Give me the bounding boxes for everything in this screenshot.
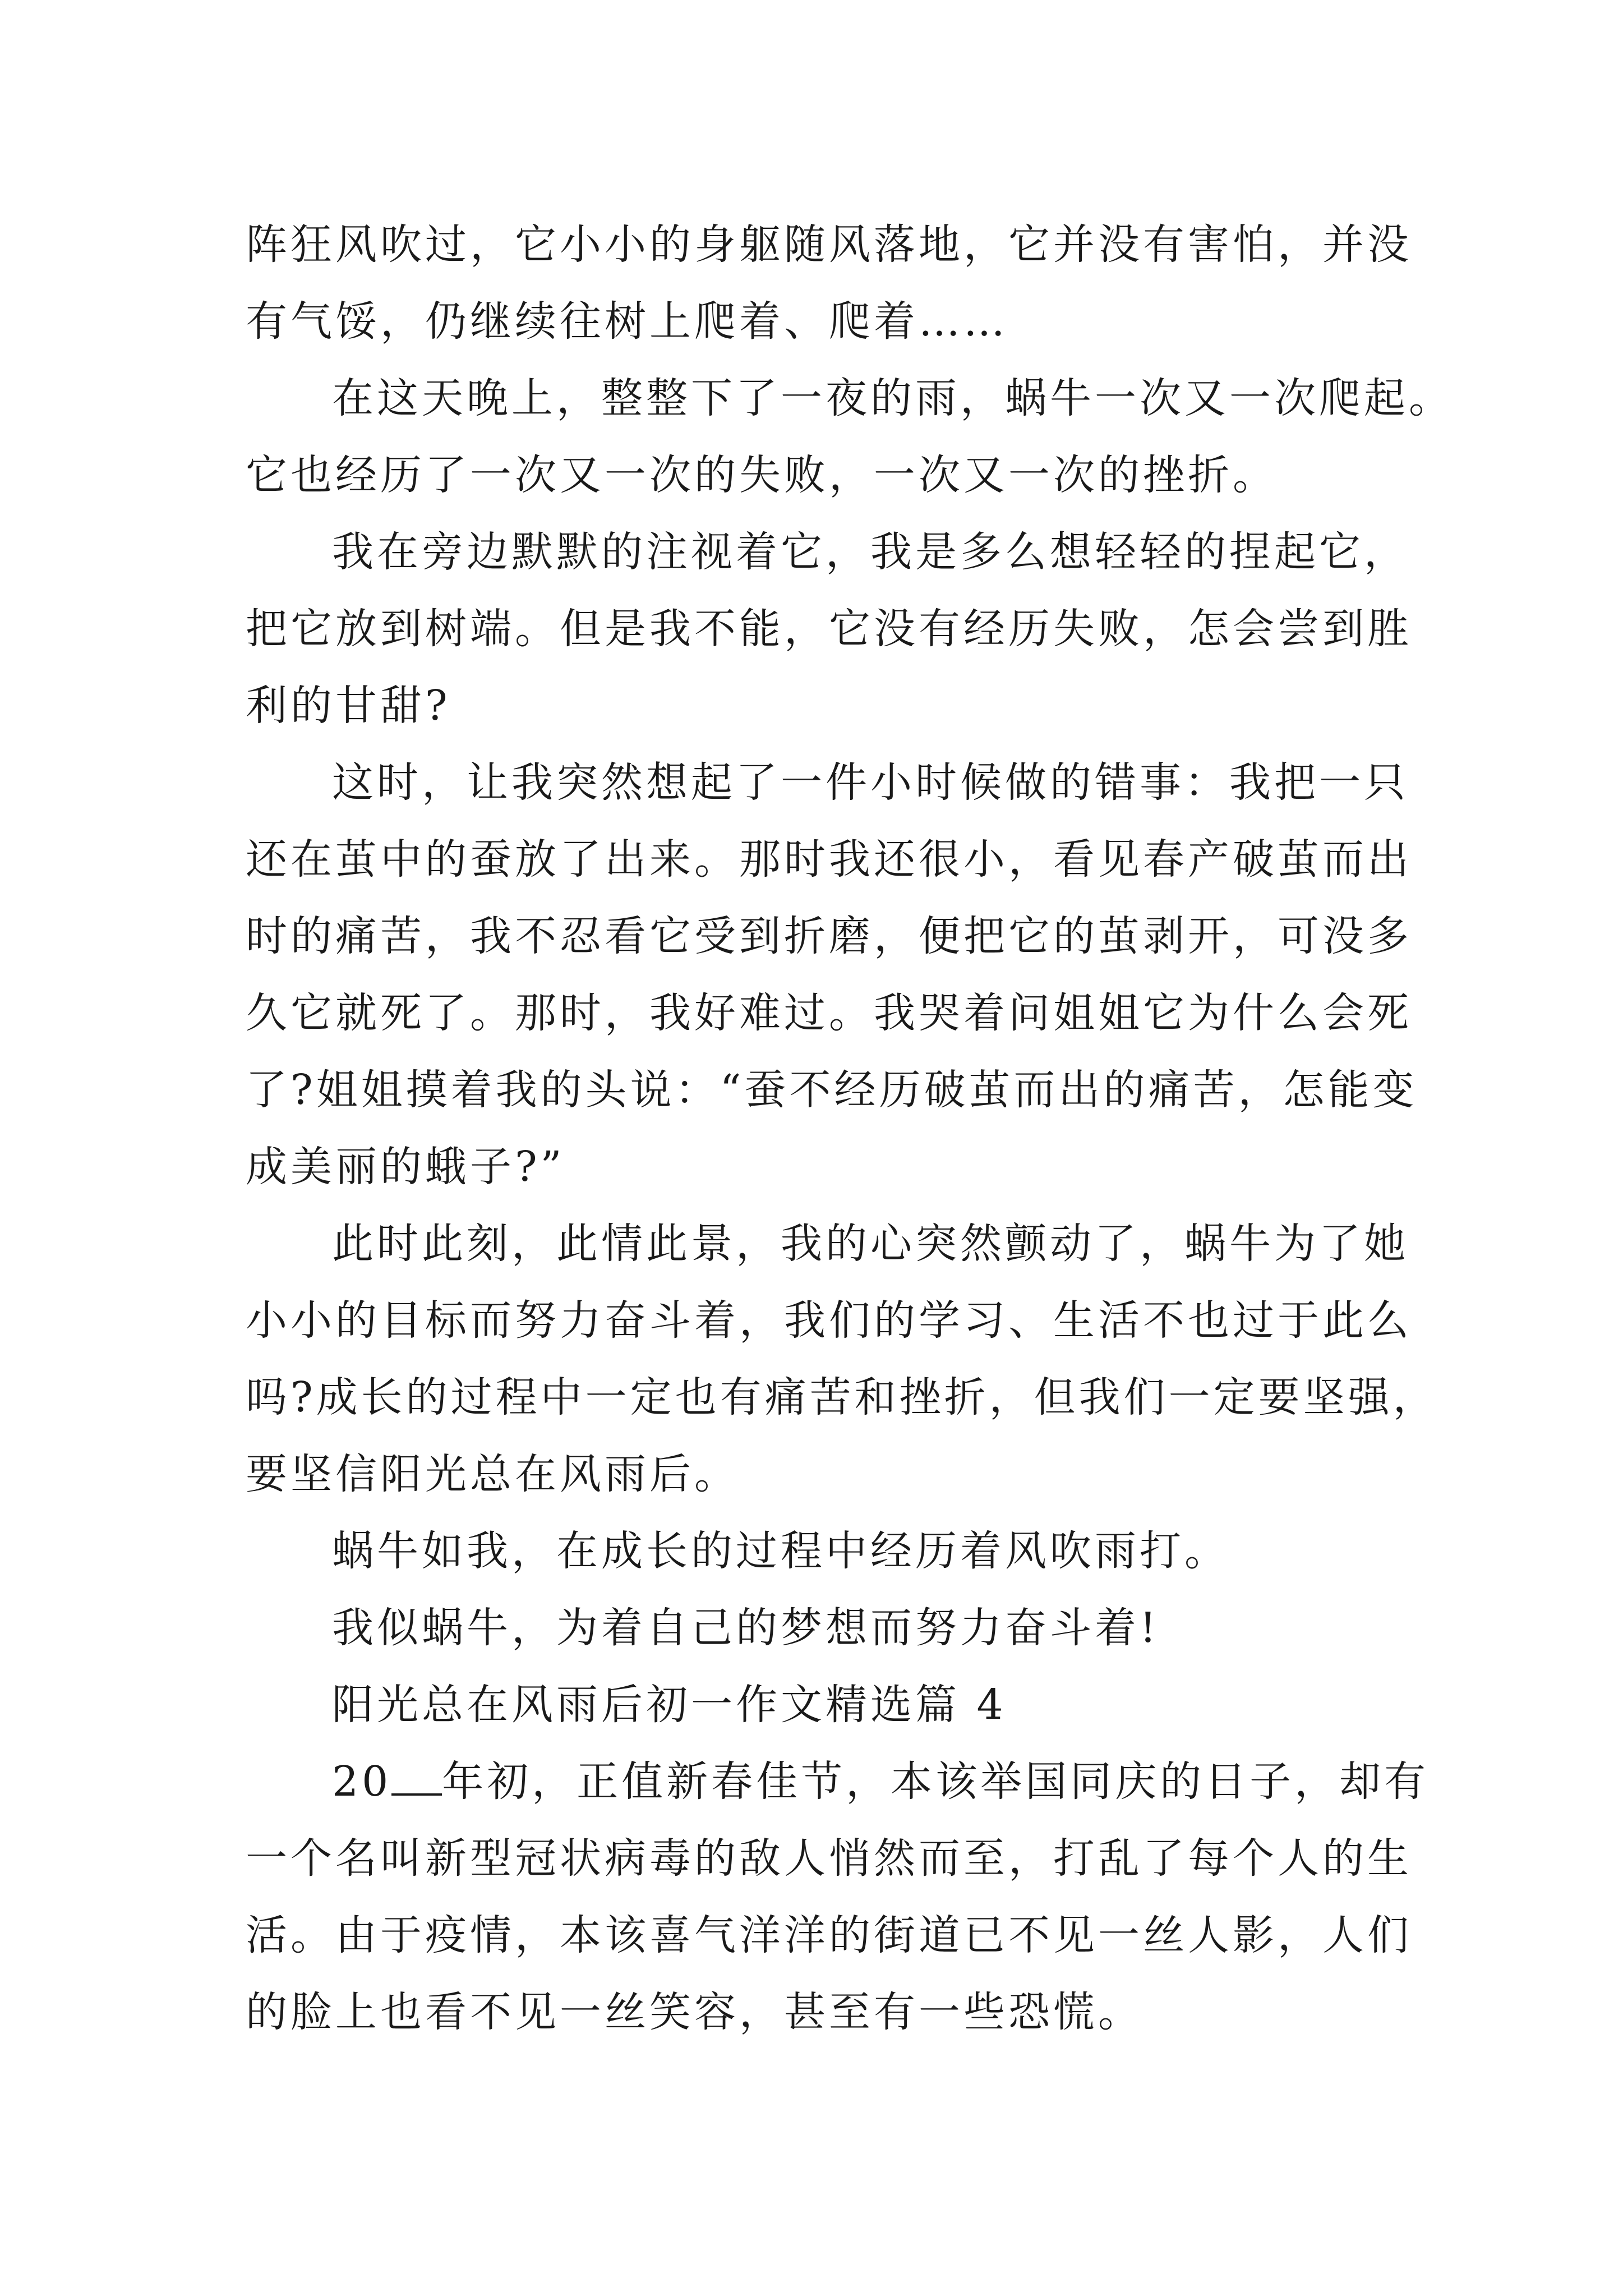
paragraph (246, 744, 1418, 1205)
text-line: 把它放到树端。但是我不能，它没有经历失败，怎会尝到胜 (246, 605, 1412, 653)
essay-body (246, 206, 1454, 2051)
text-line: 阵狂风吹过，它小小的身躯随风落地，它并没有害怕，并没 (246, 220, 1412, 269)
paragraph (246, 1513, 1384, 1590)
text-line: 这时，让我突然想起了一件小时候做的错事：我把一只 (332, 758, 1409, 807)
paragraph (246, 1205, 1438, 1513)
text-line: 有气馁，仍继续往树上爬着、爬着…… (246, 297, 1008, 346)
text-line: 在这天晚上，整整下了一夜的雨，蜗牛一次又一次爬起。 (332, 374, 1454, 422)
text-line: 还在茧中的蚕放了出来。那时我还很小，看见春产破茧而出 (246, 835, 1412, 884)
text-line: 我在旁边默默的注视着它，我是多么想轻轻的捏起它， (332, 528, 1409, 576)
paragraph (246, 1743, 1430, 2051)
paragraph-continuation (246, 206, 1412, 360)
year-prefix: 20 (332, 1757, 392, 1806)
text-line: 时的痛苦，我不忍看它受到折磨，便把它的茧剥开，可没多 (246, 912, 1412, 960)
text-line: 小小的目标而努力奋斗着，我们的学习、生活不也过于此么 (246, 1296, 1412, 1345)
text-line: 的脸上也看不见一丝笑容，甚至有一些恐慌。 (246, 1988, 1143, 2036)
text-line: 利的甘甜? (246, 682, 451, 730)
paragraph (246, 1590, 1384, 1667)
text-line: 成美丽的蛾子?” (246, 1143, 565, 1191)
text-line: 活。由于疫情，本该喜气洋洋的街道已不见一丝人影，人们 (246, 1911, 1412, 1959)
line-rest: 年初，正值新春佳节，本该举国同庆的日子，却有 (442, 1757, 1430, 1806)
fill-in-blank (391, 1754, 442, 1796)
text-line: 我似蜗牛，为着自己的梦想而努力奋斗着! (332, 1604, 1160, 1652)
text-line: 吗?成长的过程中一定也有痛苦和挫折，但我们一定要坚强， (246, 1373, 1438, 1421)
paragraph (246, 514, 1412, 744)
text-line: 蜗牛如我，在成长的过程中经历着风吹雨打。 (332, 1527, 1229, 1575)
section-heading (246, 1667, 1384, 1743)
text-line: 它也经历了一次又一次的失败，一次又一次的挫折。 (246, 451, 1278, 499)
text-line: 此时此刻，此情此景，我的心突然颤动了，蜗牛为了她 (332, 1220, 1409, 1268)
text-line: 久它就死了。那时，我好难过。我哭着问姐姐它为什么会死 (246, 989, 1412, 1037)
text-line: 了?姐姐摸着我的头说：“蚕不经历破茧而出的痛苦，怎能变 (246, 1066, 1418, 1114)
text-line: 要坚信阳光总在风雨后。 (246, 1450, 739, 1498)
text-line: 一个名叫新型冠状病毒的敌人悄然而至，打乱了每个人的生 (246, 1834, 1412, 1883)
paragraph (246, 360, 1454, 514)
text-line (246, 1743, 1430, 1820)
heading-text: 阳光总在风雨后初一作文精选篇 4 (332, 1681, 1007, 1729)
